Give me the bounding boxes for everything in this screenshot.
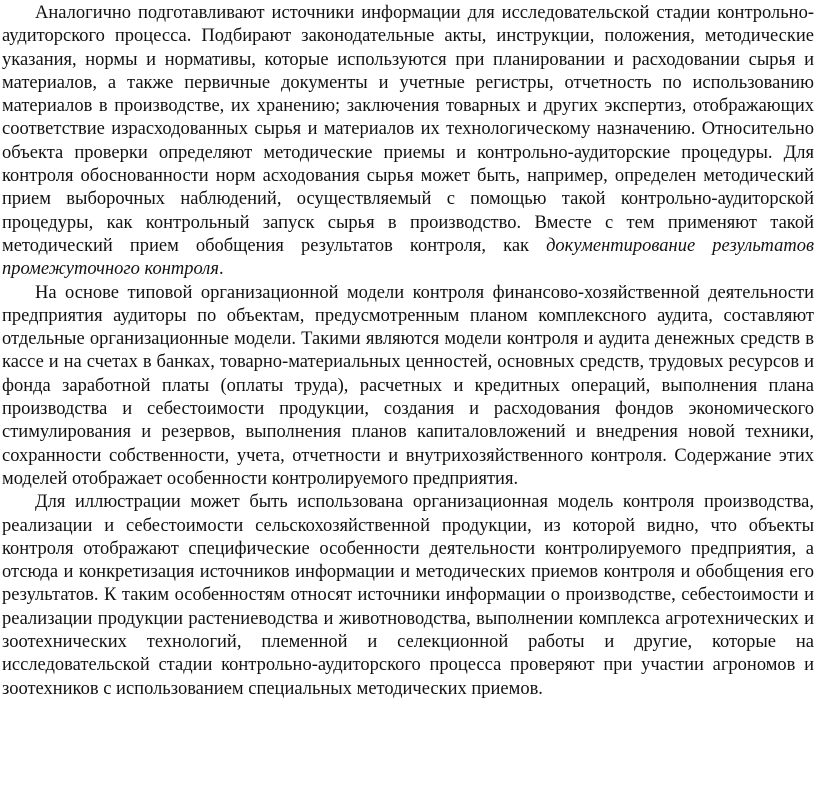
paragraph-text: На основе типовой организационной модели контроля финансово-хозяйственной деятельности предприятия аудиторы по объектам, предусмотренным планом комплексного аудита, составляют отдельные организационные модели. Такими являются модели контроля и аудита денежных средств в кассе и на счетах в банках, товарно-материальных ценностей, основных средств, трудовых ресурсов и фонда заработной платы (оплаты труда), расчетных и кредитных операций, выполнения плана производства и себестоимости продукции, создания и расходования фондов экономического стимулирования и резервов, выполнения планов капиталовложений и внедрения новой техники, сохранности собственности, учета, отчетности и внутрихозяйственного контроля. Содержание этих моделей отображает особенности контролируемого предприятия. [2, 282, 814, 489]
paragraph-illustration-example [2, 491, 814, 701]
paragraph-text: Аналогично подготавливают источники информации для исследовательской стадии контрольно-аудиторского процесса. Подбирают законодательные акты, инструкции, положения, методические указания, нормы и нормативы, которые используются при планировании и расходовании сырья и материалов, а также первичные документы и учетные регистры, отчетность по использованию материалов в производстве, их хранению; заключения товарных и других экспертиз, отображающих соответствие израсходованных сырья и материалов их технологическому назначению. Относительно объекта проверки определяют методические приемы и контрольно-аудиторские процедуры. Для контроля обоснованности норм асходования сырья может быть, например, определен методический прием выборочных наблюдений, осуществляемый с помощью такой контрольно-аудиторской процедуры, как контрольный запуск сырья в производство. Вместе с тем применяют такой методический прием обобщения результатов контроля, как [2, 3, 814, 256]
paragraph-organizational-models [2, 282, 814, 492]
paragraph-research-stage-sources [2, 2, 814, 282]
italic-term: документирование результатов промежуточного контроля [2, 235, 814, 280]
paragraph-text: Для иллюстрации может быть использована организационная модель контроля производства, реализации и себестоимости сельскохозяйственной продукции, из которой видно, что объекты контроля отображают специфические особенности деятельности контролируемого предприятия, а отсюда и конкретизация источников информации и методических приемов контроля и обобщения его результатов. К таким особенностям относят источники информации о производстве, себестоимости и реализации продукции растениеводства и животноводства, выполнении комплекса агротехнических и зоотехнических технологий, племенной и селекционной работы и другие, которые на исследовательской стадии контрольно-аудиторского процесса проверяют при участии агрономов и зоотехников с использованием специальных методических приемов. [2, 492, 814, 699]
paragraph-end: . [218, 259, 224, 280]
